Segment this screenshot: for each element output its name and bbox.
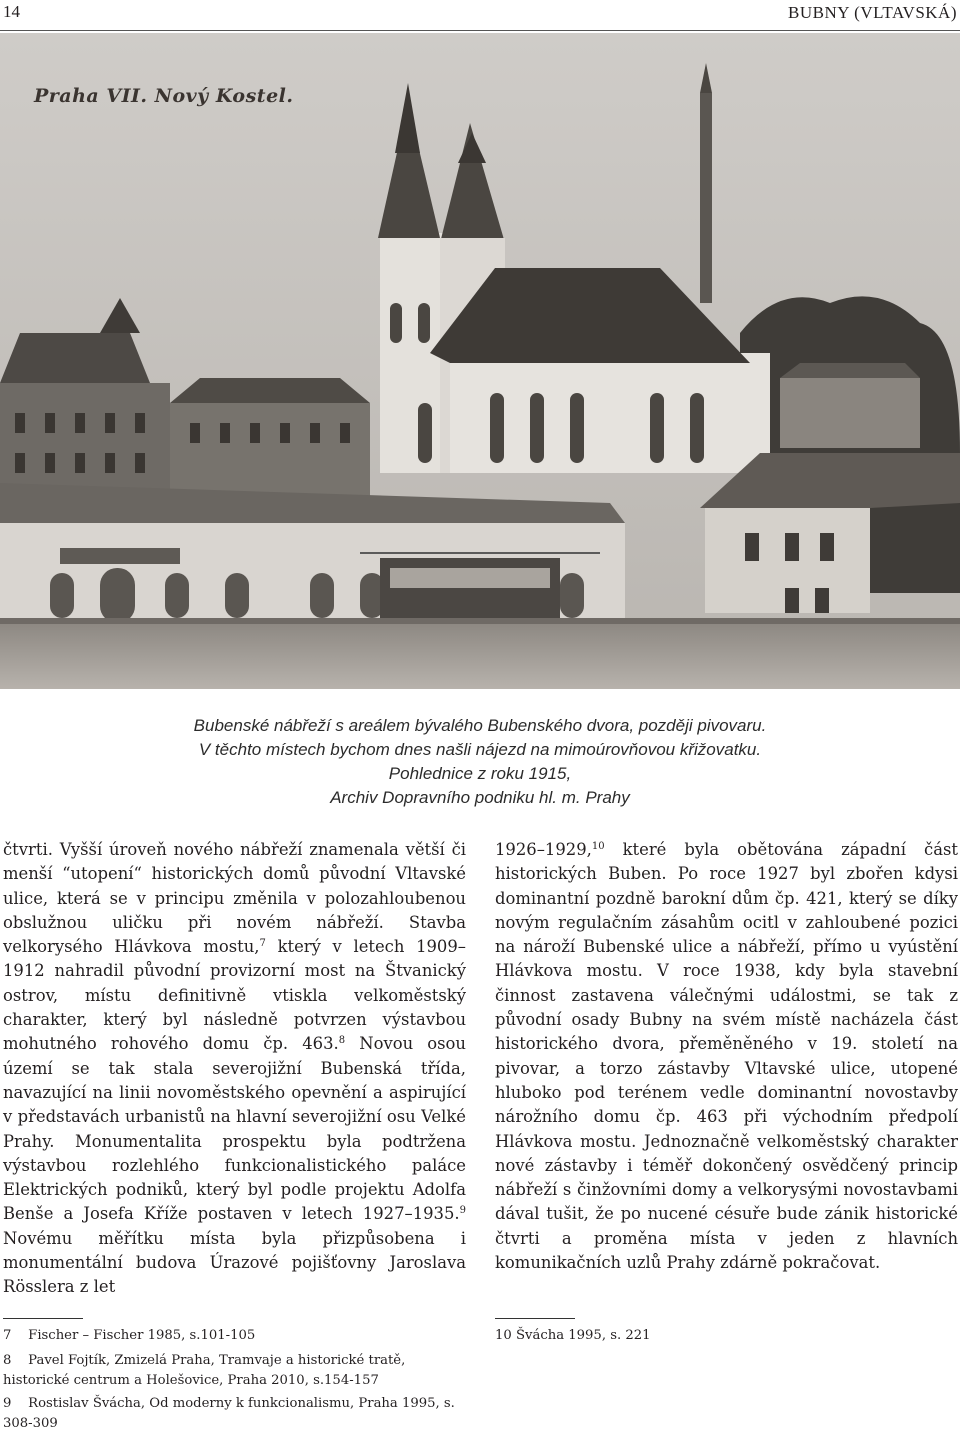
- footnote-number: 7: [3, 1328, 12, 1343]
- historic-photograph: [0, 33, 960, 689]
- footnote-number: 8: [3, 1353, 12, 1368]
- footnote-ref-10[interactable]: 10: [591, 841, 605, 852]
- footnote-number: 9: [3, 1396, 12, 1411]
- body-column-right: [495, 838, 958, 1275]
- header-rule: [0, 30, 960, 31]
- footnote-text: Rostislav Švácha, Od moderny k funkcionalismu, Praha 1995, s. 308-309: [3, 1396, 455, 1431]
- body-text: 1926–1929,: [495, 840, 592, 859]
- footnote-text: Fischer – Fischer 1985, s.101-105: [28, 1328, 256, 1343]
- footnote-rule-left: [3, 1318, 83, 1319]
- body-text: Novou osou území se tak stala severojižní Bubenská třída, navazující na linii novoměstského opevnění a aspirující v představách urbanistů na hlavní severojižní osu Velké Prahy. Monumentalita prospektu byla podtržena výstavbou rozlehlého funkcionalistického paláce Elektrických podniků, který byl podle projektu Adolfa Benše a Josefa Kříže postaven v letech 1927–1935.: [3, 1034, 466, 1224]
- photograph-illustration: [0, 33, 960, 689]
- running-header: [0, 0, 960, 30]
- photo-inscription: Praha VII. Nový Kostel.: [34, 85, 294, 107]
- footnote-8: [3, 1351, 473, 1391]
- body-column-left: [3, 838, 466, 1300]
- figure-caption: [100, 714, 860, 810]
- footnote-ref-7[interactable]: 7: [259, 938, 266, 950]
- footnote-rule-right: [495, 1318, 575, 1319]
- footnote-7: [3, 1326, 473, 1346]
- running-head: BUBNY (VLTAVSKÁ): [788, 3, 957, 22]
- caption-line: Pohlednice z roku 1915,: [388, 764, 572, 783]
- caption-line: V těchto místech bychom dnes našli nájezd na mimoúrovňovou křižovatku.: [198, 740, 762, 759]
- body-text: který v letech 1909–1912 nahradil původní provizorní most na Štvanický ostrov, místu definitivně vtiskla velkoměstský charakter, který byl následně potvrzen výstavbou mohutného rohového domu čp. 463.: [3, 937, 466, 1054]
- footnote-number: 10: [495, 1328, 512, 1343]
- footnote-text: Pavel Fojtík, Zmizelá Praha, Tramvaje a historické tratě, historické centrum a Holešovice, Praha 2010, s.154-157: [3, 1353, 406, 1388]
- footnote-9: [3, 1394, 473, 1434]
- body-text: čtvrti. Vyšší úroveň nového nábřeží znamenala větší či menší “utopení“ historických domů původní Vltavské ulice, která se v principu změnila v polozahloubenou obslužnou uličku při novém nábřeží. Stavba velkorysého Hlávkova mostu,: [3, 840, 466, 957]
- caption-line: Archiv Dopravního podniku hl. m. Prahy: [330, 788, 630, 807]
- body-text: které byla obětována západní část historických Buben. Po roce 1927 byl zbořen kdysi dominantní pozdně barokní dům čp. 421, který se díky novým regulačním zásahům ocitl v zahloubené pozici na nároží Bubenské ulice a nábřeží, přímo u vyústění Hlávkova mostu. V roce 1938, kdy byla stavební činnost zastavena válečnými událostmi, se tak z původní osady Bubny na svém místě nacházela část historického dvora, přeměněného v 19. století na pivovar, a torzo zástavby Vltavské ulice, utopené hluboko pod terénem vedle dominantní novostavby nárožního domu čp. 463 při východním předpolí Hlávkova mostu. Jednoznačně velkoměstský charakter nové zástavby i téměř dokončený osvědčený princip nábřeží s činžovními domy a velkorysými novostavbami dával tušit, že po nucené césuře bude zánik historické čtvrti a proměna místa v jeden z hlavních komunikačních uzlů Prahy zdárně pokračovat.: [495, 840, 958, 1273]
- footnote-ref-9[interactable]: 9: [459, 1205, 466, 1217]
- footnote-10: [495, 1326, 955, 1346]
- caption-line: Bubenské nábřeží s areálem bývalého Bubenského dvora, později pivovaru.: [193, 716, 767, 735]
- page-number: 14: [3, 2, 20, 21]
- footnote-text: Švácha 1995, s. 221: [515, 1328, 651, 1343]
- body-text: Novému měřítku místa byla přizpůsobena i monumentální budova Úrazové pojišťovny Jaroslava Rösslera z let: [3, 1228, 466, 1297]
- footnote-ref-8[interactable]: 8: [338, 1035, 346, 1047]
